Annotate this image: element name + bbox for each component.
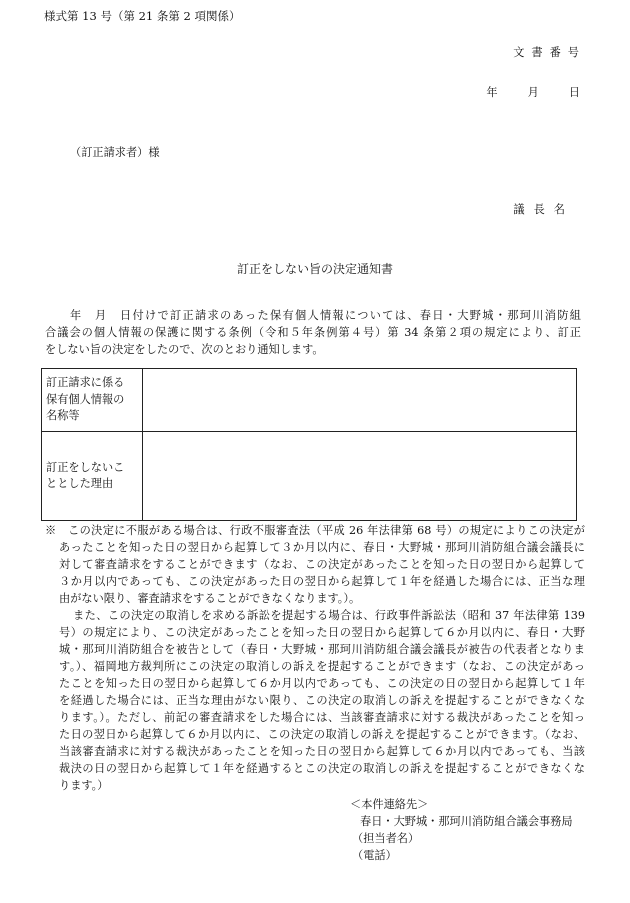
document-title: 訂正をしない旨の決定通知書 [236, 262, 393, 276]
body-line: をしない旨の決定をしたので、次のとおり通知します。 [45, 343, 324, 356]
contact-block [344, 796, 573, 864]
row2-label-line: ととした理由 [46, 477, 114, 490]
date-line [486, 84, 580, 100]
addressee: （訂正請求者）様 [70, 146, 160, 159]
body-line: 年 月 日付けで訂正請求のあった保有個人情報については、春日・大野城・那珂川消防組 [45, 309, 581, 322]
row1-value[interactable] [143, 369, 577, 432]
note-line: ります。） [59, 779, 109, 792]
note-line: 由がない限り、審査請求をすることができなくなります。）。 [59, 592, 361, 605]
note-line: 当該審査請求に対する裁決があったことを知った日の翌日から起算して６か月以内であっても、当該 [59, 745, 585, 758]
note-line: た日の翌日から起算して６か月以内に、この決定の取消しの訴えを提起することができます。（なお、 [59, 728, 585, 741]
date-month: 月 [527, 86, 539, 99]
note-line: ３か月以内であっても、この決定があった日の翌日から起算して１年を経過した場合には、正当な理 [59, 575, 585, 588]
note-line: ります。）。ただし、前記の審査請求をした場合には、当該審査請求に対する裁決があったことを知っ [59, 711, 585, 724]
row2-label-line: 訂正をしないこ [46, 460, 125, 474]
chair-name: 議長名 [513, 203, 574, 216]
document-number: 文書番号 [513, 46, 586, 59]
row1-label-line: 訂正請求に係る [46, 376, 125, 390]
note-line: 城・那珂川消防組合を被告として（春日・大野城・那珂川消防組合議会議長が被告の代表者となりま [59, 643, 585, 656]
table-row [42, 369, 577, 432]
date-day: 日 [568, 86, 580, 99]
note-mark: ※ [45, 524, 57, 537]
date-year: 年 [486, 86, 498, 99]
body-line: 合議会の個人情報の保護に関する条例（令和５年条例第４号）第 34 条第２項の規定により、訂正 [45, 326, 581, 339]
note-line: また、この決定の取消しを求める訴訟を提起する場合は、行政事件訴訟法（昭和 37 年法律第 139 [73, 609, 585, 622]
table-row [42, 432, 577, 521]
row1-label [42, 369, 143, 432]
note-line: 対して審査請求をすることができます（なお、この決定があったことを知った日の翌日から起算して [59, 558, 585, 571]
note-line: を経過した場合には、正当な理由がない限り、この決定の取消しの訴えを提起することができなくな [59, 694, 585, 707]
note-line: あったことを知った日の翌日から起算して３か月以内に、春日・大野城・那珂川消防組合議会議長に [59, 541, 585, 554]
body-paragraph [45, 307, 581, 358]
form-number: 様式第 13 号（第 21 条第 2 項関係） [44, 9, 241, 23]
row2-value[interactable] [143, 432, 577, 521]
note-line: 裁決の日の翌日から起算して１年を経過するとこの決定の取消しの訴えを提起することができなくな [59, 762, 585, 775]
info-table [41, 368, 577, 521]
note-line: ※ この決定に不服がある場合は、行政不服審査法（平成 26 年法律第 68 号）の規定によりこの決定が [45, 524, 585, 537]
row1-label-line: 名称等 [46, 409, 80, 423]
contact-office: 春日・大野城・那珂川消防組合議会事務局 [360, 815, 573, 828]
note-line: たことを知った日の翌日から起算して６か月以内であっても、この決定の日の翌日から起算して１年 [59, 677, 585, 690]
contact-person: （担当者名） [352, 832, 420, 845]
row2-label [42, 432, 143, 521]
note-line: 号）の規定により、この決定があったことを知った日の翌日から起算して６か月以内に、春日・大野 [59, 626, 585, 639]
contact-phone: （電話） [352, 849, 397, 862]
note-section [45, 522, 585, 794]
contact-heading: ＜本件連絡先＞ [350, 798, 429, 811]
note-line: す。）、福岡地方裁判所にこの決定の取消しの訴えを提起することができます（なお、この決定があっ [59, 660, 585, 673]
row1-label-line: 保有個人情報の [46, 392, 125, 406]
